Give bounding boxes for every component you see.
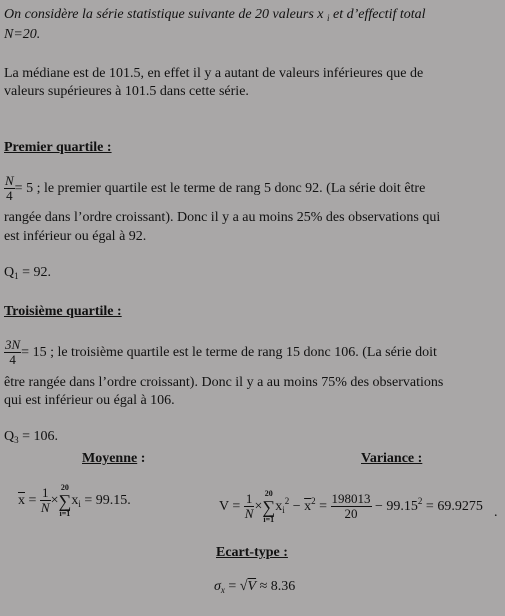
variance-formula (219, 482, 483, 529)
q3-line-3: qui est inférieur ou égal à 106. (4, 393, 175, 408)
variance-heading: Variance : (361, 451, 423, 466)
moyenne-xi: x (71, 493, 79, 508)
variance-eq: = (228, 499, 244, 514)
q1-result-value: = 92. (18, 265, 52, 280)
moyenne-sum-bottom: i=1 (59, 508, 71, 518)
ecart-formula (214, 578, 295, 599)
ecart-eq-sqrt: = √ (224, 579, 248, 594)
intro-subscript: i (326, 13, 330, 23)
variance-sum (262, 489, 275, 525)
q1-result (4, 264, 51, 285)
variance-sigma: ∑ (262, 496, 276, 517)
moyenne-xi-sub: i (78, 499, 81, 509)
ecart-sigma-sub: x (220, 585, 225, 595)
variance-fraction-2 (331, 492, 372, 521)
intro-text: On considère la série statistique suivante de 20 valeurs x (4, 7, 324, 22)
q1-frac-num: N (5, 173, 14, 189)
moyenne-sum (58, 483, 71, 519)
intro-text-end: et d’effectif total (333, 7, 426, 22)
q3-heading: Troisième quartile : (4, 304, 122, 319)
moyenne-sum-top: 20 (60, 482, 69, 492)
intro-line-2: N=20. (4, 27, 41, 42)
ecart-v: V (247, 579, 257, 594)
q1-result-sub: 1 (14, 271, 19, 281)
variance-times: × (254, 499, 263, 514)
q3-fraction (4, 338, 21, 367)
ecart-sigma: σ (214, 579, 221, 594)
moyenne-heading-text: Moyenne (82, 451, 138, 466)
q1-line-3: est inférieur ou égal à 92. (4, 229, 147, 244)
variance-minus: − (289, 499, 305, 514)
q3-result (4, 428, 58, 449)
moyenne-frac-num: 1 (40, 486, 51, 501)
moyenne-heading-colon: : (137, 451, 146, 466)
variance-frac2-den: 20 (344, 506, 358, 522)
ecart-result: ≈ 8.36 (256, 579, 296, 594)
variance-frac2-num: 198013 (331, 491, 371, 507)
mediane-line-2: valeurs supérieures à 101.5 dans cette série. (4, 84, 249, 99)
q3-line-2: être rangée dans l’ordre croissant). Donc il y a au moins 75% des observations (4, 375, 444, 390)
q1-line-2: rangée dans l’ordre croissant). Donc il y a au moins 25% des observations qui (4, 210, 441, 225)
variance-sum-bottom: i=1 (263, 514, 275, 524)
variance-xbar: $\overline{x}$ (304, 499, 312, 514)
variance-fraction (244, 492, 255, 521)
moyenne-fraction (40, 486, 51, 515)
q3-result-sub: 3 (14, 435, 19, 445)
q1-result-q: Q (4, 265, 15, 280)
variance-sum-top: 20 (264, 488, 273, 498)
q3-frac-den: 4 (9, 352, 16, 368)
q3-result-q: Q (4, 429, 15, 444)
q3-line-1 (4, 336, 437, 370)
q3-frac-num: 3N (5, 337, 21, 353)
moyenne-formula (18, 482, 131, 523)
variance-frac-den: N (244, 506, 254, 522)
variance-square-1: 2 (284, 496, 290, 506)
q1-frac-den: 4 (6, 188, 13, 204)
intro-line-1 (4, 6, 426, 27)
mediane-line-1: La médiane est de 101.5, en effet il y a autant de valeurs inférieures que de (4, 66, 424, 81)
variance-dot: . (494, 505, 498, 520)
q1-line-1 (4, 172, 425, 206)
variance-square-3: 2 (417, 496, 423, 506)
variance-eq2: = (315, 499, 331, 514)
moyenne-eq: = (25, 493, 40, 508)
variance-v: V (219, 499, 229, 514)
q1-heading: Premier quartile : (4, 140, 112, 155)
variance-xi: x (275, 499, 283, 514)
variance-minus-mean: − 99.15 (371, 499, 418, 514)
variance-frac-num: 1 (244, 492, 255, 507)
moyenne-xbar: $\overline{x}$ (18, 493, 25, 508)
moyenne-result: = 99.15. (80, 493, 131, 508)
variance-result: = 69.9275 (422, 499, 483, 514)
variance-square-2: 2 (311, 496, 316, 506)
moyenne-frac-den: N (40, 500, 50, 516)
variance-xi-sub: i (282, 505, 285, 515)
moyenne-times: × (50, 493, 59, 508)
q1-fraction (4, 174, 15, 203)
ecart-heading: Ecart-type : (216, 545, 288, 560)
q1-text-1: = 5 ; le premier quartile est le terme de rang 5 donc 92. (La série doit être (14, 181, 426, 196)
q3-text-1: = 15 ; le troisième quartile est le terme de rang 15 donc 106. (La série doit (21, 345, 437, 360)
q3-result-value: = 106. (18, 429, 59, 444)
moyenne-heading (82, 450, 145, 467)
moyenne-sigma: ∑ (58, 490, 72, 511)
